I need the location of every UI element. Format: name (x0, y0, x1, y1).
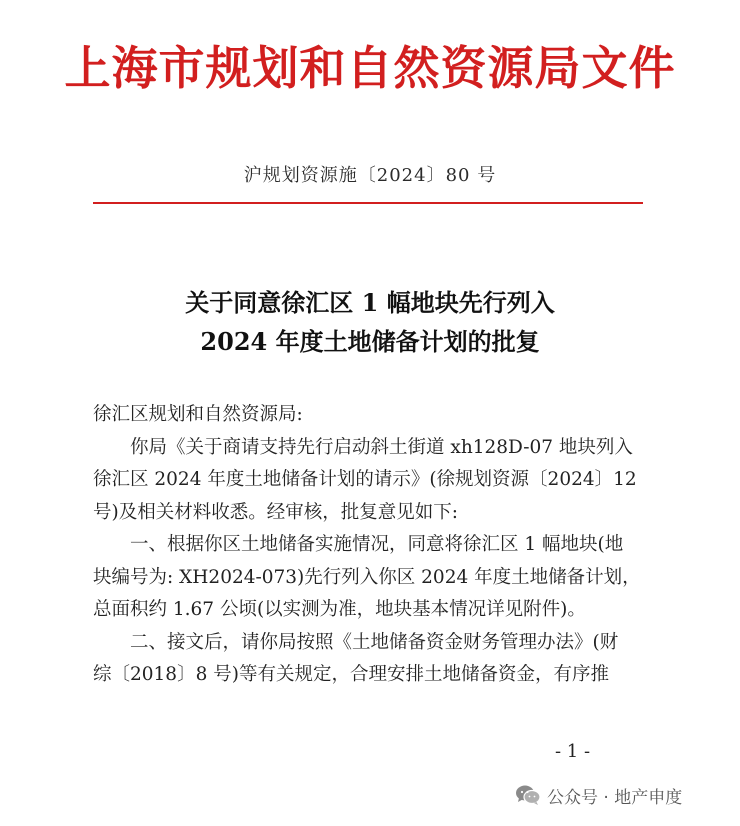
document-subject (0, 283, 740, 361)
watermark (515, 781, 682, 809)
document-number: 沪规划资源施〔2024〕80 号 (243, 165, 497, 186)
wechat-icon (515, 784, 541, 806)
body-line: 块编号为: XH2024-073)先行列入你区 2024 年度土地储备计划， (93, 566, 641, 588)
body-line: 一、根据你区土地储备实施情况，同意将徐汇区 1 幅地块(地 (130, 534, 624, 555)
document-header-title: 上海市规划和自然资源局文件 (64, 41, 676, 95)
body-line: 你局《关于商请支持先行启动斜土街道 xh128D-07 地块列入 (130, 436, 633, 458)
body-line: 二、接文后，请你局按照《土地储备资金财务管理办法》(财 (130, 631, 619, 653)
body-line: 号)及相关材料收悉。经审核，批复意见如下: (93, 501, 458, 523)
body-line: 徐汇区 2024 年度土地储备计划的请示》(徐规划资源〔2024〕12 (93, 469, 637, 490)
body-line: 总面积约 1.67 公顷(以实测为准，地块基本情况详见附件)。 (93, 599, 586, 620)
page-number: - 1 - (555, 741, 591, 762)
document-body (93, 399, 653, 692)
body-line: 综〔2018〕8 号)等有关规定，合理安排土地储备资金，有序推 (93, 664, 609, 685)
watermark-text: 公众号 · 地产申度 (547, 787, 683, 808)
subject-line-1: 关于同意徐汇区 1 幅地块先行列入 (185, 288, 555, 317)
salutation: 徐汇区规划和自然资源局: (93, 404, 303, 425)
header-divider (93, 202, 643, 204)
subject-line-2: 2024 年度土地储备计划的批复 (200, 327, 540, 356)
